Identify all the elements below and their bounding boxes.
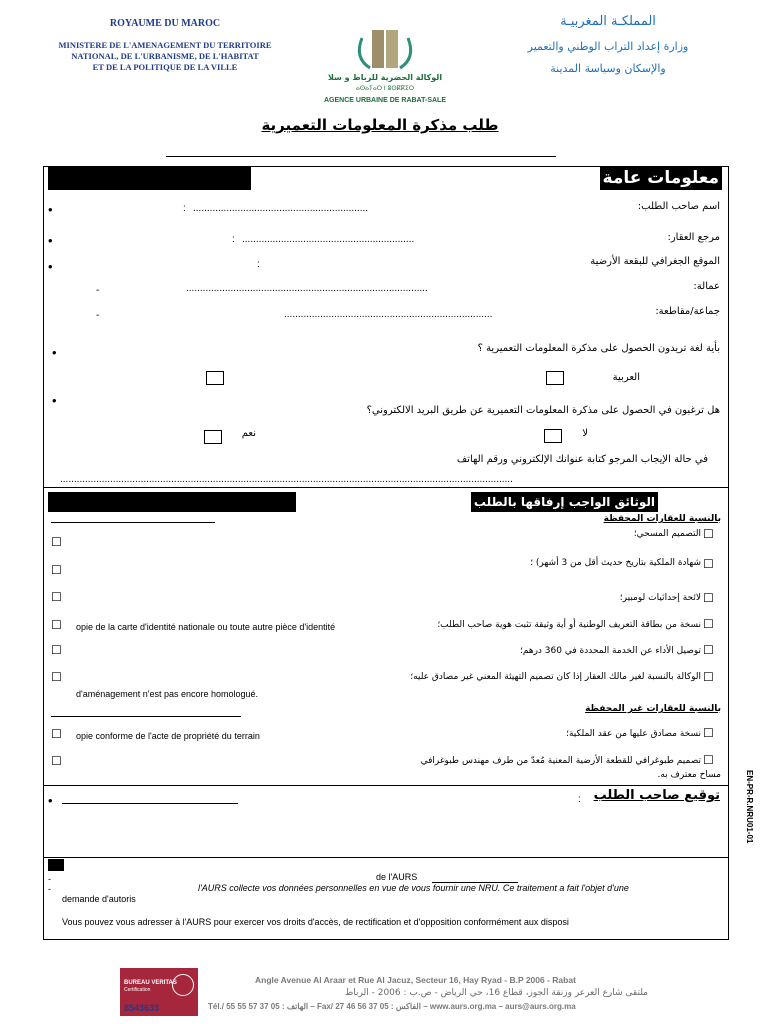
bullet: • bbox=[48, 202, 53, 217]
footer-address-fr: Angle Avenue Al Araar et Rue Al Jacuz, Secteur 16, Hay Ryad - B.P 2006 - Rabat bbox=[255, 975, 576, 985]
aurs-logo-icon bbox=[322, 28, 448, 108]
bullet: • bbox=[48, 233, 53, 248]
registered-title: بالنسبة للعقارات المحفظة bbox=[603, 514, 721, 524]
privacy-line-2: demande d'autoris bbox=[62, 894, 136, 904]
registered-item-2: شهادة الملكية بتاريخ حديث أقل من 3 أشهر) ؛ bbox=[530, 558, 701, 568]
logo-tifinagh-text: ⴰⵙⴰⵢⴰⵔ ⵏ ⵓⵙⴽⴽⵉⵔ bbox=[355, 85, 415, 92]
colon: : bbox=[232, 234, 235, 245]
commune-label: جماعة/مقاطعة: bbox=[655, 306, 720, 317]
aurs-logo bbox=[322, 28, 448, 108]
unregistered-item-1: نسخة مصادق عليها من عقد الملكية؛ bbox=[566, 729, 701, 739]
checkbox[interactable]: ☐ bbox=[703, 557, 714, 571]
section-divider bbox=[43, 857, 729, 858]
section-docs-title: الوثائق الواجب إرفاقها بالطلب bbox=[471, 492, 658, 512]
unregistered-item-2: تصميم طبوغرافي للقطعة الأرضية المعنية مُعدّ من طرف مهندس طبوغرافي bbox=[420, 756, 701, 766]
checkbox[interactable]: ☐ bbox=[51, 670, 62, 684]
seal-icon bbox=[172, 974, 194, 996]
bv-label: BUREAU VERITAS bbox=[124, 980, 177, 986]
email-question: هل ترغبون في الحصول على مذكرة المعلومات التعميرية عن طريق البريد الالكتروني؟ bbox=[366, 405, 720, 416]
checkbox[interactable]: ☐ bbox=[51, 643, 62, 657]
registered-item-5: توصيل الأداء عن الخدمة المحددة في 360 درهم؛ bbox=[519, 646, 701, 656]
registered-item-6: الوكالة بالنسبة لغير مالك العقار إذا كان تصميم التهيئة المعني غير مصادق عليه؛ bbox=[410, 672, 701, 682]
checkbox[interactable]: ☐ bbox=[703, 726, 714, 740]
fr-deed-item: opie conforme de l'acte de propriété du terrain bbox=[76, 731, 260, 741]
redacted-block-2 bbox=[48, 492, 296, 512]
footer-contact: Tél./ الهاتف : 05 37 57 55 55 – Fax/ الفاكس : 05 37 56 46 27 – www.aurs.org.ma – aurs@aurs.org.ma bbox=[208, 1002, 576, 1011]
registered-item-3: لائحة إحداثيات لومبير؛ bbox=[619, 593, 701, 603]
privacy-line-3: Vous pouvez vous adresser à l'AURS pour exercer vos droits d'accès, de rectification et d'opposition conformément aux disposi bbox=[62, 917, 569, 927]
commune-field[interactable]: ........................................................................... bbox=[284, 309, 493, 320]
bv-sub: Certification bbox=[124, 987, 151, 993]
language-other-checkbox[interactable] bbox=[206, 371, 224, 385]
checkbox[interactable]: ☐ bbox=[51, 590, 62, 604]
document-code: EN-PR-R.NRU01-01 bbox=[745, 770, 754, 844]
prefecture-field[interactable]: ....................................................................................... bbox=[186, 283, 428, 294]
no-option-label: لا bbox=[582, 428, 588, 439]
rule bbox=[51, 716, 241, 717]
if-yes-text: في حالة الإيجاب المرجو كتابة عنوانك الإلكتروني ورقم الهاتف bbox=[456, 454, 708, 465]
dash: - bbox=[48, 874, 51, 884]
certificate-number: 8543633 bbox=[124, 1003, 160, 1013]
signature-label: توقيع صاحب الطلب bbox=[593, 788, 720, 803]
property-ref-field[interactable]: .............................................................. bbox=[242, 234, 415, 245]
header-kingdom-ar: المملكـة المغربيـة bbox=[560, 14, 656, 29]
section-divider bbox=[43, 487, 729, 488]
registered-item-1: التصميم المسحي؛ bbox=[633, 529, 701, 539]
document-title: طلب مذكرة المعلومات التعميرية bbox=[261, 116, 499, 134]
bullet: • bbox=[52, 393, 57, 408]
title-underline-rule bbox=[166, 156, 556, 157]
header-ministry-ar-2: والإسكان وسياسة المدينة bbox=[550, 62, 666, 75]
aurs-label: de l'AURS bbox=[376, 872, 418, 882]
privacy-line-1: l'AURS collecte vos données personnelles en vue de vous fournir une NRU. Ce traitement a fait l'objet d'une bbox=[198, 883, 629, 893]
header-ministry-fr-2: NATIONAL, DE L'URBANISME, DE L'HABITAT bbox=[71, 51, 259, 61]
checkbox[interactable]: ☐ bbox=[51, 618, 62, 632]
checkbox[interactable]: ☐ bbox=[51, 535, 62, 549]
fr-amenagement-text: d'aménagement n'est pas encore homologué. bbox=[76, 689, 259, 699]
language-question: بأية لغة تريدون الحصول على مذكرة المعلومات التعميرية ؟ bbox=[477, 343, 720, 354]
bullet: • bbox=[48, 793, 53, 808]
prefecture-label: عمالة: bbox=[693, 281, 720, 292]
signature-line[interactable] bbox=[62, 803, 238, 804]
section-divider bbox=[43, 785, 729, 786]
header-ministry-fr-1: MINISTERE DE L'AMENAGEMENT DU TERRITOIRE bbox=[58, 40, 272, 50]
header-ministry-fr-3: ET DE LA POLITIQUE DE LA VILLE bbox=[92, 62, 238, 72]
header-kingdom-fr: ROYAUME DU MAROC bbox=[109, 18, 221, 29]
dash: - bbox=[96, 285, 100, 296]
registered-item-4: نسخة من بطاقة التعريف الوطنية أو أية وثيقة تثبت هوية صاحب الطلب؛ bbox=[437, 620, 701, 630]
language-arabic-checkbox[interactable] bbox=[546, 371, 564, 385]
checkbox[interactable]: ☐ bbox=[703, 753, 714, 767]
email-yes-checkbox[interactable] bbox=[204, 430, 222, 444]
checkbox[interactable]: ☐ bbox=[703, 617, 714, 631]
header-ministry-ar-1: وزارة إعداد التراب الوطني والتعمير bbox=[527, 40, 689, 53]
unregistered-title: بالنسبة للعقارات غير المحفظة bbox=[585, 704, 721, 714]
arabic-option-label: العربية bbox=[612, 372, 640, 383]
redacted-block-3 bbox=[48, 859, 64, 871]
checkbox[interactable]: ☐ bbox=[51, 563, 62, 577]
location-label: الموقع الجغرافي للبقعة الأرضية bbox=[590, 256, 720, 267]
email-no-checkbox[interactable] bbox=[544, 429, 562, 443]
property-ref-label: مرجع العقار: bbox=[667, 232, 720, 243]
unregistered-item-2-cont: مساح معترف به. bbox=[657, 770, 721, 780]
bullet: • bbox=[48, 259, 53, 274]
checkbox[interactable]: ☐ bbox=[51, 754, 62, 768]
applicant-name-field[interactable]: ............................................................... bbox=[193, 203, 369, 214]
dash: - bbox=[96, 310, 100, 321]
dash: - bbox=[48, 884, 51, 894]
logo-french-text: AGENCE URBAINE DE RABAT-SALE bbox=[324, 97, 446, 104]
footer-address-ar: ملتقى شارع العرعر وزنقة الجوز، قطاع 16، حي الرياض - ص.ب : 2006 - الرباط bbox=[344, 988, 648, 998]
checkbox[interactable]: ☐ bbox=[703, 670, 714, 684]
checkbox[interactable]: ☐ bbox=[51, 727, 62, 741]
colon: : bbox=[183, 203, 186, 214]
fr-id-card-item: opie de la carte d'identité nationale ou toute autre pièce d'identité bbox=[76, 622, 336, 632]
colon: : bbox=[578, 794, 581, 805]
applicant-name-label: اسم صاحب الطلب: bbox=[637, 201, 720, 212]
checkbox[interactable]: ☐ bbox=[703, 643, 714, 657]
checkbox[interactable]: ☐ bbox=[703, 527, 714, 541]
contact-field[interactable]: ................................................................................................................................................................... bbox=[60, 474, 513, 485]
checkbox[interactable]: ☐ bbox=[703, 591, 714, 605]
colon: : bbox=[257, 259, 260, 270]
bullet: • bbox=[52, 345, 57, 360]
yes-option-label: نعم bbox=[241, 428, 256, 439]
redacted-block-1 bbox=[48, 167, 251, 190]
section-general-title: معلومات عامة bbox=[600, 167, 722, 190]
rule bbox=[51, 522, 215, 523]
logo-arabic-text: الوكالة الحضرية للرباط و سلا bbox=[327, 73, 443, 82]
